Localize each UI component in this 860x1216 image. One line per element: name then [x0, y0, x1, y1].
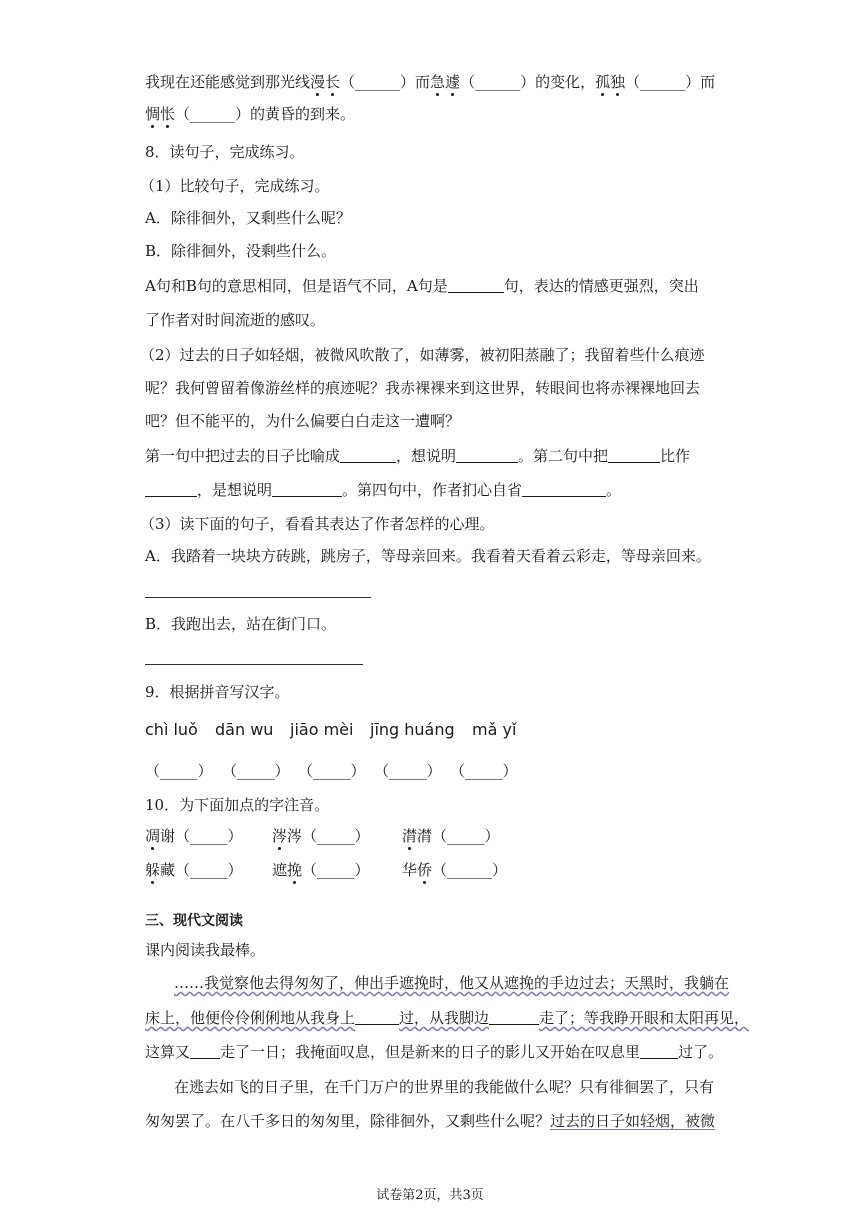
reading-intro: 课内阅读我最棒。 — [145, 941, 266, 959]
answer-blank[interactable] — [608, 447, 660, 463]
passage-line: 在逃去如飞的日子里，在千门万户的世界里的我能做什么呢？只有徘徊罢了，只有 — [174, 1078, 715, 1096]
sentence-b: B．除徘徊外，没剩些什么。 — [145, 242, 337, 260]
passage-line: 这算又 走了一日；我掩面叹息，但是新来的日子的影儿又开始在叹息里 过了。 — [145, 1043, 724, 1061]
dotted-word: 急遽 — [430, 73, 461, 91]
question-8-title: 8．读句子，完成练习。 — [145, 143, 305, 161]
text-line: ，是想说明 。第四句中，作者扪心自省 。 — [145, 480, 621, 500]
answer-line[interactable] — [145, 664, 363, 665]
answer-paren[interactable]: （_____） — [145, 762, 213, 780]
answer-paren[interactable]: （_____） — [450, 762, 518, 780]
question-8-2: （2）过去的日子如轻烟，被微风吹散了，如薄雾，被初阳蒸融了；我留着些什么痕迹 — [140, 346, 705, 364]
answer-blank[interactable] — [448, 277, 504, 293]
answer-paren[interactable]: （_____） — [222, 762, 290, 780]
dotted-word: 孤独 — [595, 73, 626, 91]
q10-item: 潸潸（_____） — [402, 827, 500, 845]
sentence-b: B．我跑出去，站在街门口。 — [145, 615, 337, 633]
passage-line: ……我觉察他去得匆匆了，伸出手遮挽时，他又从遮挽的手边过去；天黑时，我躺在 — [174, 974, 730, 992]
answer-blank[interactable] — [355, 1009, 399, 1025]
text-line: 惆怅（______）的黄昏的到来。 — [145, 105, 356, 123]
answer-blank[interactable] — [190, 1043, 220, 1059]
answer-blank[interactable] — [489, 1009, 539, 1025]
q10-item: 凋谢（_____） — [145, 827, 243, 845]
answer-blank[interactable] — [272, 481, 342, 497]
question-10-title: 10．为下面加点的字注音。 — [145, 796, 330, 814]
question-8-3: （3）读下面的句子，看看其表达了作者怎样的心理。 — [140, 515, 495, 533]
question-8-1: （1）比较句子，完成练习。 — [140, 177, 330, 195]
section-heading: 三、现代文阅读 — [145, 913, 243, 929]
answer-paren[interactable]: （_____） — [298, 762, 366, 780]
text-line: A句和B句的意思相同，但是语气不同，A句是 句，表达的情感更强烈，突出 — [145, 277, 699, 295]
sentence-a: A．除徘徊外，又剩些什么呢？ — [145, 209, 351, 227]
answer-paren[interactable]: （_____） — [374, 762, 442, 780]
answer-blank[interactable] — [456, 447, 518, 463]
passage-line: 匆匆罢了。在八千多日的匆匆里，除徘徊外，又剩些什么呢？过去的日子如轻烟，被微 — [145, 1112, 716, 1130]
pinyin-3: jiāo mèi — [290, 720, 354, 739]
pinyin-4: jīng huáng — [370, 720, 455, 739]
text-line: 我现在还能感觉到那光线漫长（______）而急遽（______）的变化，孤独（______）而 — [145, 73, 716, 91]
pinyin-5: mǎ yǐ — [472, 720, 517, 739]
q10-item: 遮挽（_____） — [272, 861, 370, 879]
dotted-word: 惆怅 — [145, 105, 176, 123]
dotted-word: 漫长 — [310, 73, 341, 91]
text-line: 呢？我何曾留着像游丝样的痕迹呢？我赤裸裸来到这世界，转眼间也将赤裸裸地回去 — [145, 379, 701, 397]
pinyin-2: dān wu — [215, 720, 274, 739]
passage-line: 床上，他便伶伶俐俐地从我身上 过，从我脚边 走了；等我睁开眼和太阳再见， — [145, 1009, 750, 1027]
q10-item: 涔涔（_____） — [272, 827, 370, 845]
pinyin-1: chì luǒ — [145, 720, 198, 739]
answer-line[interactable] — [145, 597, 371, 598]
answer-blank[interactable] — [340, 447, 396, 463]
q10-item: 华侨（______） — [402, 861, 508, 879]
page-footer: 试卷第2页，共3页 — [376, 1188, 484, 1203]
answer-blank[interactable] — [640, 1043, 678, 1059]
answer-blank[interactable] — [522, 481, 606, 497]
text-line: 第一句中把过去的日子比喻成 ，想说明 。第二句中把 比作 — [145, 447, 691, 465]
text-line: 吧？但不能平的，为什么偏要白白走这一遭啊？ — [145, 412, 461, 430]
question-9-title: 9．根据拼音写汉字。 — [145, 683, 290, 701]
sentence-a: A．我踏着一块块方砖跳，跳房子，等母亲回来。我看着天看着云彩走，等母亲回来。 — [145, 547, 711, 565]
q10-item: 躲藏（_____） — [145, 861, 243, 879]
text-line: 了作者对时间流逝的感叹。 — [145, 311, 326, 329]
answer-blank[interactable] — [145, 481, 197, 497]
